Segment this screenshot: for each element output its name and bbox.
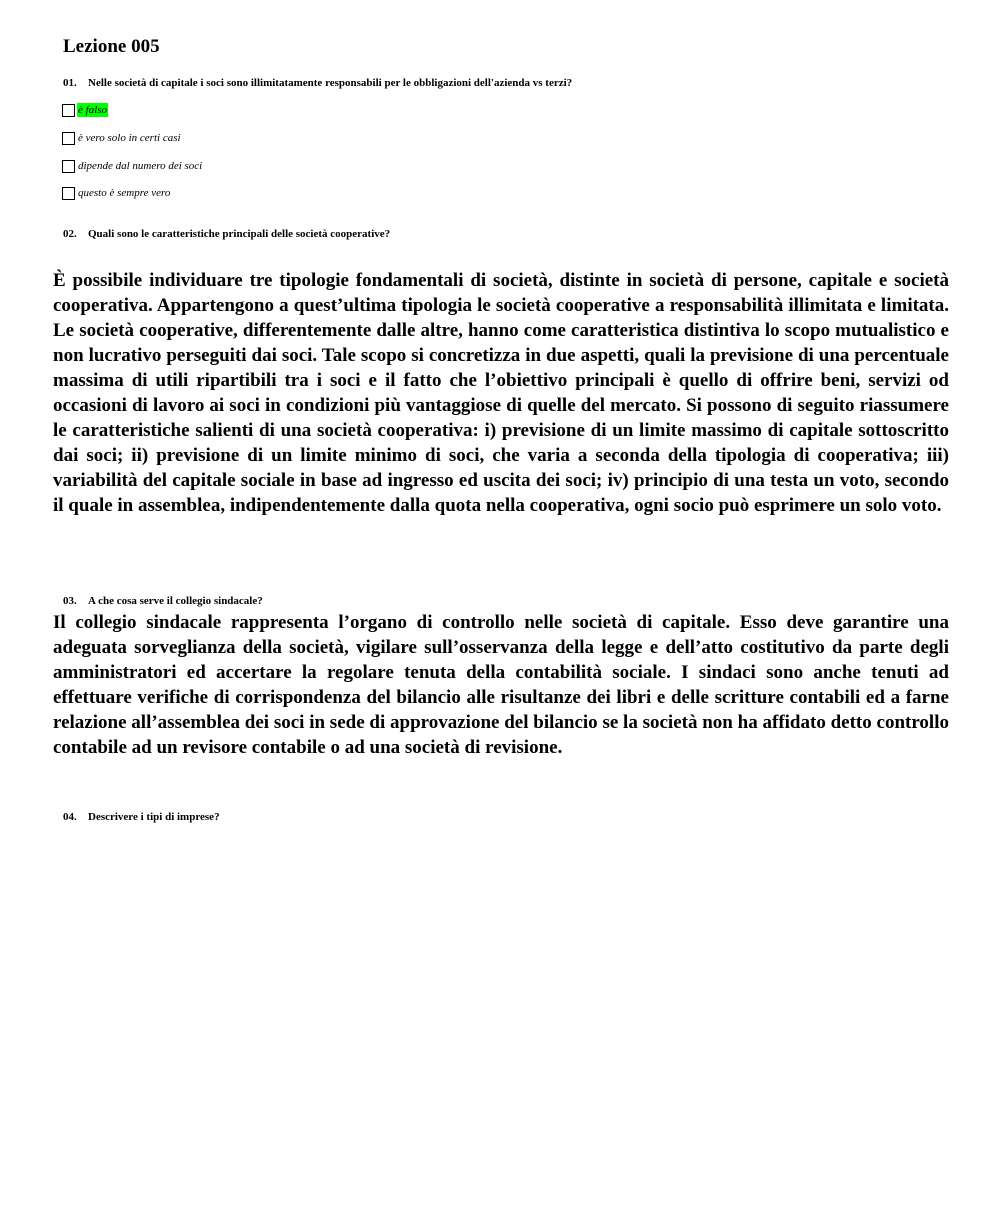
question-01-heading bbox=[63, 77, 572, 89]
option-row[interactable] bbox=[62, 102, 108, 118]
option-label: questo è sempre vero bbox=[78, 187, 171, 199]
checkbox[interactable] bbox=[62, 132, 75, 145]
option-row[interactable] bbox=[62, 130, 182, 146]
answer-text: È possibile individuare tre tipologie fondamentali di società, distinte in società di persone, capitale e società cooperativa. Appartengono a quest’ultima tipologia le società cooperative a responsabilità illimitata e limitata. Le società cooperative, differentemente dalle altre, hanno come caratteristica distintiva lo scopo mutualistico e non lucrativo perseguiti dai soci. Tale scopo si concretizza in due aspetti, quali la previsione di una percentuale massima di utili ripartibili tra i soci e il fatto che l’obiettivo principali è quello di offrire beni, servizi od occasioni di lavoro ai soci in condizioni più vantaggiose di quelle del mercato. Si possono di seguito riassumere le caratteristiche salienti di una società cooperativa: i) previsione di un limite massimo di capitale sottoscritto dai soci; ii) previsione di un limite minimo di soci, che varia a seconda della tipologia di cooperativa; iii) variabilità del capitale sociale in base ad ingresso ed uscita dei soci; iv) principio di una testa un voto, secondo il quale in assemblea, indipendentemente dalla quota nella cooperativa, ogni socio può esprimere un solo voto. bbox=[53, 270, 949, 516]
option-label: dipende dal numero dei soci bbox=[78, 160, 203, 172]
question-02-heading bbox=[63, 228, 390, 240]
page-title: Lezione 005 bbox=[63, 36, 160, 57]
option-row[interactable] bbox=[62, 185, 171, 201]
option-row[interactable] bbox=[62, 158, 203, 174]
question-text: Descrivere i tipi di imprese? bbox=[88, 811, 220, 823]
question-03-heading bbox=[63, 595, 263, 607]
option-label-highlighted: è falso bbox=[78, 104, 108, 116]
question-number: 01. bbox=[63, 77, 77, 89]
question-number: 04. bbox=[63, 811, 77, 823]
question-number: 03. bbox=[63, 595, 77, 607]
question-text: Nelle società di capitale i soci sono illimitatamente responsabili per le obbligazioni dell'azienda vs terzi? bbox=[88, 77, 573, 89]
answer-text: Il collegio sindacale rappresenta l’organo di controllo nelle società di capitale. Esso deve garantire una adeguata sorveglianza della società, vigilare sull’osservanza della legge e dell’atto costitutivo da parte degli amministratori ed accertare la regolare tenuta della contabilità sociale. I sindaci sono anche tenuti ad effettuare verifiche di corrispondenza del bilancio alle risultanze dei libri e delle scritture contabili ed a farne relazione all’assemblea dei soci in sede di approvazione del bilancio se la società non ha affidato detto controllo contabile ad un revisore contabile o ad una società di revisione. bbox=[53, 612, 949, 758]
option-label: è vero solo in certi casi bbox=[78, 132, 181, 144]
question-text: A che cosa serve il collegio sindacale? bbox=[88, 595, 263, 607]
checkbox[interactable] bbox=[62, 187, 75, 200]
question-number: 02. bbox=[63, 228, 77, 240]
checkbox[interactable] bbox=[62, 160, 75, 173]
question-text: Quali sono le caratteristiche principali delle società cooperative? bbox=[88, 228, 391, 240]
checkbox[interactable] bbox=[62, 104, 75, 117]
question-04-heading bbox=[63, 811, 220, 823]
